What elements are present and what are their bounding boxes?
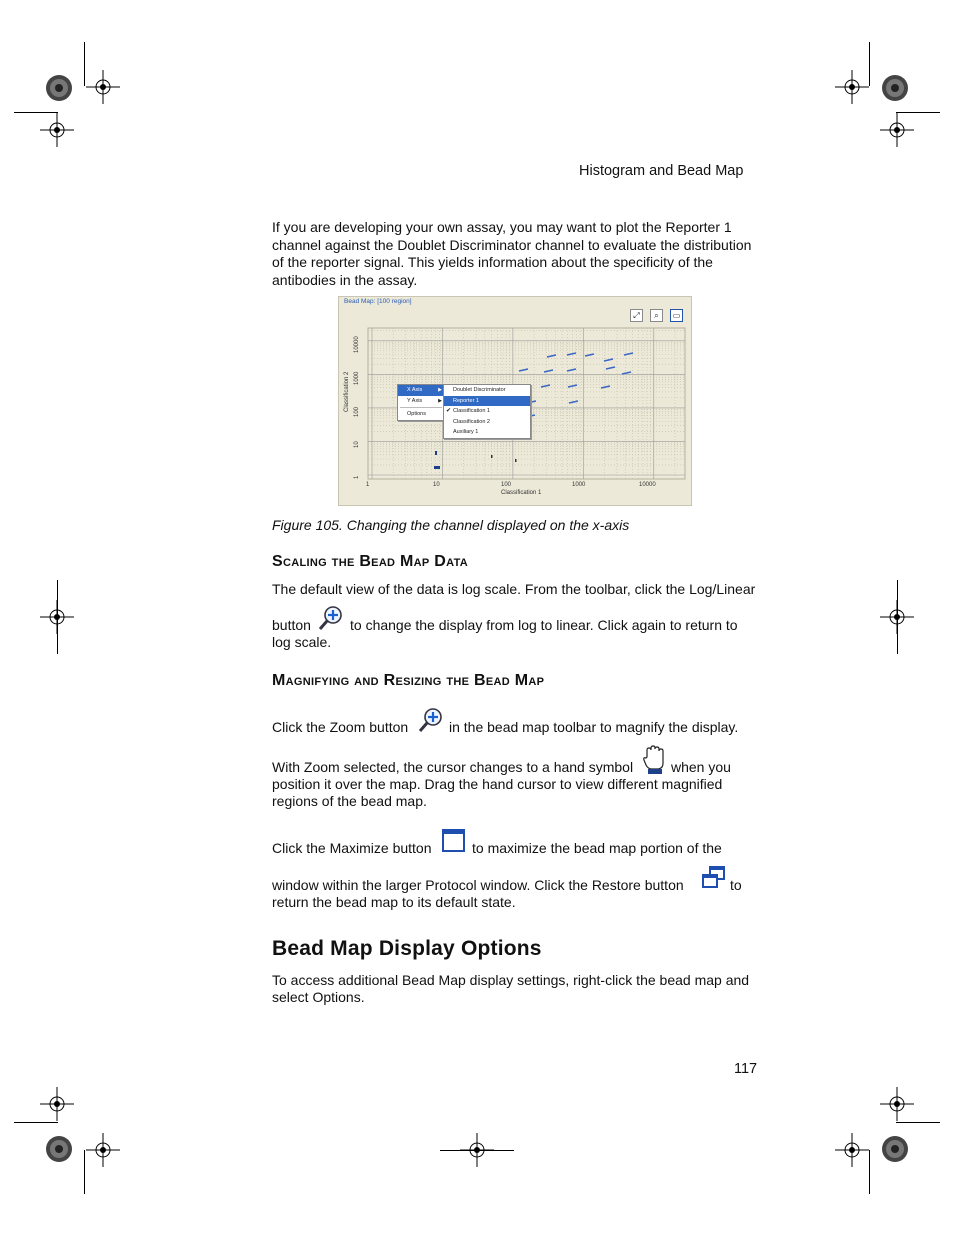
x-axis-submenu: [443, 384, 531, 439]
scaling-line-2a: button: [272, 617, 311, 633]
intro-paragraph: [272, 219, 762, 289]
submenu-arrow-icon: ▶: [438, 387, 442, 393]
menu-item-x-axis[interactable]: [398, 385, 444, 396]
crosshair-mark-icon: [880, 113, 914, 147]
scaling-line-2b: to change the display from log to linear. Click again to return to: [350, 617, 738, 633]
bead-point: [434, 466, 440, 469]
menu-item-y-axis[interactable]: [398, 396, 444, 407]
menu-item-options[interactable]: [398, 409, 444, 420]
bead-point: [435, 451, 437, 455]
zoom-text-b: in the bead map toolbar to magnify the display.: [449, 719, 739, 735]
submenu-item-reporter-1[interactable]: [444, 396, 530, 407]
hand-line-2: position it over the map. Drag the hand cursor to view different magnified: [272, 776, 723, 792]
submenu-item-classification-1[interactable]: [444, 406, 530, 417]
display-line-2: select Options.: [272, 989, 365, 1005]
menu-item-label: Y Axis: [407, 397, 423, 404]
starburst-mark-icon: [881, 74, 909, 102]
crosshair-mark-icon: [86, 1133, 120, 1167]
log-linear-icon: [317, 604, 345, 632]
hand-text-a: With Zoom selected, the cursor changes to a hand symbol: [272, 759, 634, 775]
text-line: If you are developing your own assay, you may want to plot the Reporter 1: [272, 219, 732, 235]
maximize-text-a: Click the Maximize button: [272, 840, 432, 856]
submenu-arrow-icon: ▶: [438, 397, 442, 404]
crosshair-mark-icon: [835, 70, 869, 104]
x-tick-label: 1: [366, 482, 370, 488]
checkmark-icon: ✔: [446, 408, 452, 414]
section-heading-display-options: Bead Map Display Options: [272, 937, 542, 960]
y-tick-label: 1000: [354, 371, 360, 385]
starburst-mark-icon: [45, 74, 73, 102]
page-number: 117: [734, 1061, 758, 1077]
restore-icon: [701, 865, 727, 891]
text-line: channel against the Doublet Discriminator channel to evaluate the distribution: [272, 236, 752, 253]
hand-line-3: regions of the bead map.: [272, 793, 427, 809]
restore-line-2: return the bead map to its default state.: [272, 894, 516, 910]
menu-item-label: Options: [407, 411, 426, 417]
restore-text-a: window within the larger Protocol window. Click the Restore button: [272, 877, 684, 893]
scaling-line-1: The default view of the data is log scale. From the toolbar, click the Log/Linear: [272, 581, 756, 597]
display-line-1: To access additional Bead Map display settings, right-click the bead map and: [272, 972, 750, 988]
y-tick-label: 1: [354, 475, 360, 479]
bead-point: [491, 455, 493, 458]
submenu-item-label: Auxiliary 1: [453, 429, 479, 435]
crosshair-mark-icon: [40, 1087, 74, 1121]
maximize-icon: [441, 828, 467, 854]
y-tick-label: 100: [354, 406, 360, 417]
hand-cursor-icon: [642, 745, 666, 775]
menu-item-label: X Axis: [407, 387, 423, 393]
y-tick-label: 10: [354, 441, 360, 448]
submenu-item-doublet-discriminator[interactable]: [444, 385, 530, 396]
maximize-text-b: to maximize the bead map portion of the: [472, 840, 722, 856]
crosshair-mark-icon: [40, 113, 74, 147]
crosshair-mark-icon: [880, 1087, 914, 1121]
restore-text-b: to: [730, 877, 742, 893]
starburst-mark-icon: [881, 1135, 909, 1163]
section-heading-magnifying: Magnifying and Resizing the Bead Map: [272, 672, 545, 689]
context-menu: [397, 384, 445, 421]
zoom-icon: [417, 706, 445, 734]
figure-caption: Figure 105. Changing the channel displayed on the x-axis: [272, 517, 630, 533]
submenu-item-label: Doublet Discriminator: [453, 387, 506, 393]
x-tick-label: 10: [433, 482, 440, 488]
x-axis-label: Classification 1: [501, 490, 542, 496]
starburst-mark-icon: [45, 1135, 73, 1163]
y-axis-label: Classification 2: [344, 371, 350, 412]
zoom-button[interactable]: ⌕: [650, 309, 663, 322]
maximize-button[interactable]: ▭: [670, 309, 683, 322]
submenu-item-auxiliary-1[interactable]: [444, 427, 530, 438]
text-line: antibodies in the assay.: [272, 271, 418, 288]
crosshair-mark-icon: [835, 1133, 869, 1167]
running-header: Histogram and Bead Map: [579, 163, 744, 179]
submenu-item-label: Classification 2: [453, 418, 490, 425]
scaling-line-3: log scale.: [272, 634, 332, 650]
crosshair-mark-icon: [86, 70, 120, 104]
bead-point: [515, 459, 517, 462]
hand-text-b: when you: [671, 759, 731, 775]
bead-map-figure: [338, 296, 692, 506]
submenu-item-label: Reporter 1: [453, 397, 479, 404]
x-tick-label: 10000: [639, 482, 656, 488]
menu-separator: [400, 407, 442, 408]
y-tick-label: 10000: [354, 336, 360, 353]
section-heading-scaling: Scaling the Bead Map Data: [272, 553, 469, 570]
submenu-item-label: Classification 1: [453, 408, 490, 414]
x-tick-label: 100: [501, 482, 512, 488]
submenu-item-classification-2[interactable]: [444, 417, 530, 428]
log-linear-button[interactable]: ⤢: [630, 309, 643, 322]
text-line: of the reporter signal. This yields information about the specificity of the: [272, 254, 713, 270]
zoom-text-a: Click the Zoom button: [272, 719, 409, 735]
x-tick-label: 1000: [572, 482, 586, 488]
bead-map-window-title: Bead Map: [100 region]: [344, 298, 412, 305]
